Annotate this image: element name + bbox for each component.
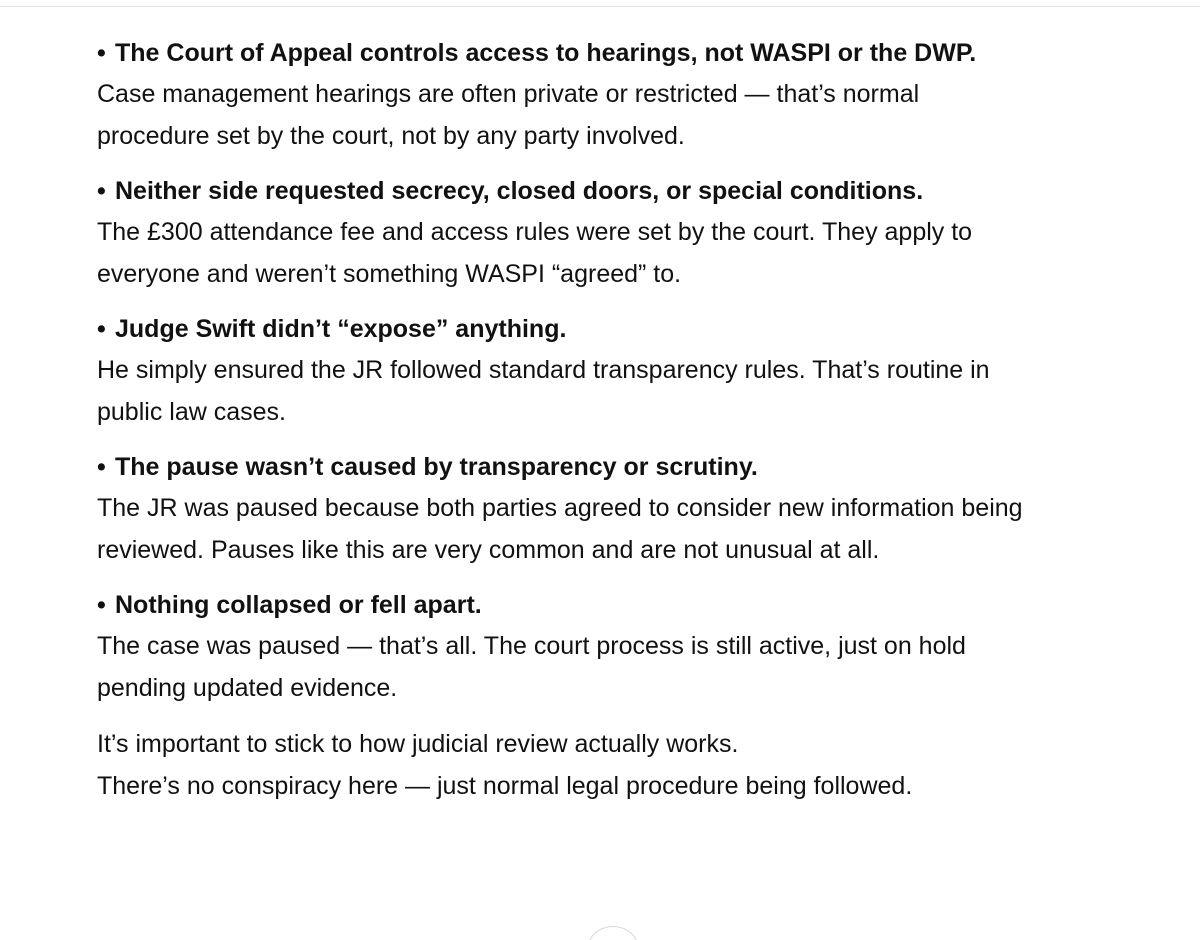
body-line: The £300 attendance fee and access rules were set by the court. They apply to: [97, 218, 973, 246]
body-line: procedure set by the court, not by any party involved.: [97, 122, 685, 150]
heading-text: Nothing collapsed or fell apart.: [115, 591, 482, 619]
heading-text: Judge Swift didn’t “expose” anything.: [115, 315, 567, 343]
note-content: [97, 33, 1177, 821]
section-body: [97, 211, 1177, 295]
section-heading: [97, 447, 1177, 487]
closing-line: It’s important to stick to how judicial review actually works.: [97, 730, 739, 758]
section-body: [97, 73, 1177, 157]
closing-paragraph: [97, 723, 1177, 807]
body-line: The case was paused — that’s all. The court process is still active, just on hold: [97, 632, 966, 660]
body-line: Case management hearings are often private or restricted — that’s normal: [97, 80, 920, 108]
body-line: He simply ensured the JR followed standard transparency rules. That’s routine in: [97, 356, 990, 384]
section-heading: [97, 585, 1177, 625]
body-line: The JR was paused because both parties agreed to consider new information being: [97, 494, 1023, 522]
top-divider: [0, 6, 1200, 7]
body-line: everyone and weren’t something WASPI “agreed” to.: [97, 260, 682, 288]
section-pause-cause: [97, 447, 1177, 571]
scroll-handle[interactable]: [588, 926, 638, 940]
section-body: [97, 349, 1177, 433]
section-heading: [97, 309, 1177, 349]
section-court-controls-access: [97, 33, 1177, 157]
closing-line: There’s no conspiracy here — just normal legal procedure being followed.: [97, 772, 913, 800]
body-line: pending updated evidence.: [97, 674, 398, 702]
bullet-point: •: [97, 177, 106, 205]
section-no-secrecy: [97, 171, 1177, 295]
section-heading: [97, 33, 1177, 73]
bullet-point: •: [97, 591, 106, 619]
bullet-point: •: [97, 453, 106, 481]
bullet-point: •: [97, 39, 106, 67]
section-nothing-collapsed: [97, 585, 1177, 709]
section-heading: [97, 171, 1177, 211]
section-body: [97, 625, 1177, 709]
closing-body: [97, 723, 1177, 807]
bullet-point: •: [97, 315, 106, 343]
section-body: [97, 487, 1177, 571]
section-judge-swift: [97, 309, 1177, 433]
heading-text: The pause wasn’t caused by transparency or scrutiny.: [115, 453, 758, 481]
body-line: public law cases.: [97, 398, 286, 426]
heading-text: The Court of Appeal controls access to hearings, not WASPI or the DWP.: [115, 39, 977, 67]
heading-text: Neither side requested secrecy, closed doors, or special conditions.: [115, 177, 924, 205]
body-line: reviewed. Pauses like this are very common and are not unusual at all.: [97, 536, 880, 564]
